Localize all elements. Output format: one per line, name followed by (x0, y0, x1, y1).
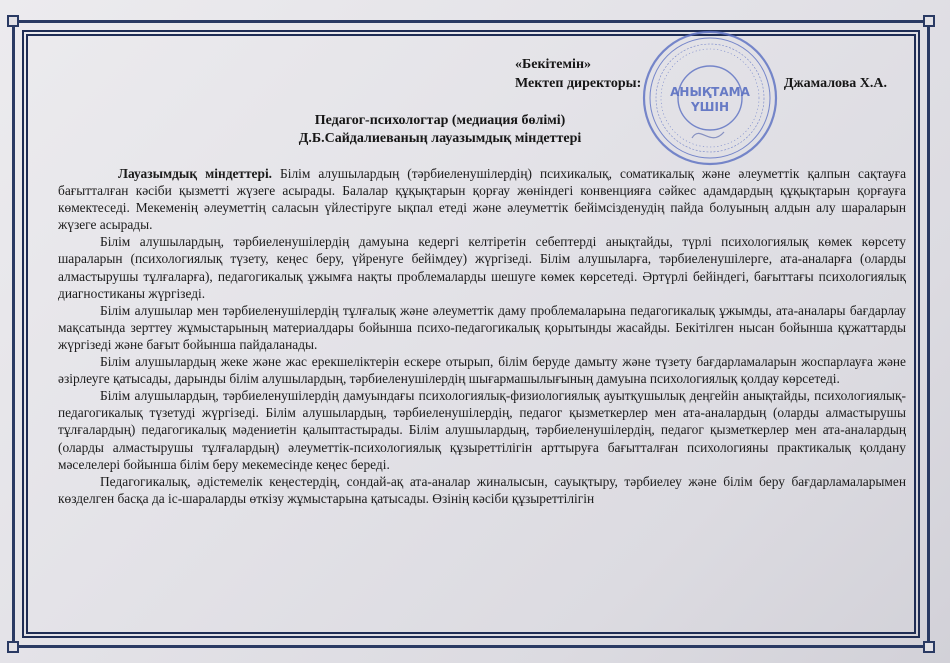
title-line-1: Педагог-психологтар (медиация бөлімі) (314, 113, 566, 128)
stamp-center-text-1: АНЫҚТАМА (670, 85, 750, 99)
paragraph: Білім алушылар мен тәрбиеленушілердің тұлғалық және әлеуметтік даму проблемаларына педагогикалық ұжымды, ата-аналары бағдарлау мақсатында зерттеу жұмыстарының материалдары бойынша психо-педагогикалық қорытынды жасайды. Бекітілген нысан бойынша құжаттарды жүргізеді және бағыт бойынша пайдаланады. (58, 302, 906, 352)
corner-ornament (923, 641, 935, 653)
director-label: Мектеп директоры: (515, 76, 642, 91)
corner-ornament (7, 641, 19, 653)
approval-label: «Бекітемін» (515, 57, 592, 72)
paragraph (58, 165, 906, 233)
paragraph: Білім алушылардың, тәрбиеленушілердің дамуына кедергі келтіретін себептерді анықтайды, түрлі психологиялық көмек көрсету шараларын (психологиялық түзету, кеңес беру, үйренуге бейімдеу) жүргізеді. Білім алушыларға, тәрбиеленушілерге, ата-аналарға (оларды алмастырушы тұлғаларға), педагогикалық ұжымға нақты проблемаларды шешуге көмек көрсетеді. Әртүрлі бейіндегі, бағыттағы психологиялық диагностиканы жүргізеді. (58, 234, 906, 301)
stamp-center-text-2: ҮШІН (690, 100, 730, 114)
title-line-2: Д.Б.Сайдалиеваның лауазымдық міндеттері (298, 131, 582, 146)
paragraph-lead: Лауазымдық міндеттері. (118, 166, 273, 181)
director-name: Джамалова Х.А. (783, 76, 887, 91)
corner-ornament (923, 15, 935, 27)
corner-ornament (7, 15, 19, 27)
paragraph-text: Білім алушылардың (тәрбиеленушілердің) психикалық, соматикалық және әлеуметтік қалпын сақтауға бағытталған кәсіби қызметті жүзеге асырады. Балалар құқықтарын қорғау жөніндегі конвенцияға сәйкес адамдардың құқықтарын қорғауға көмектеседі. Мекеменің әлеуметтің саласын үйлестіруге ықпал етеді және әлеуметтік бейімсізденудің пайда болуының алдын алу шараларын жүзеге асырады. (58, 166, 906, 233)
document-body (58, 165, 906, 635)
paragraph: Білім алушылардың жеке және жас ерекшеліктерін ескере отырып, білім беруде дамыту және түзету бағдарламаларын жоспарлауға және әзірлеуге қатысады, дарынды білім алушылардың, тәрбиеленушілердің шығармашылығының дамуына психологиялық қолдау көрсетеді. (58, 354, 906, 387)
paragraph: Білім алушылардың, тәрбиеленушілердің дамуындағы психологиялық-физиологиялық ауытқушылық деңгейін анықтайды, психологиялық-педагогикалық түзетуді жүргізеді. Білім алушылардың, тәрбиеленушілердің, педагог қызметкерлер мен ата-аналардың (оларды алмастырушы тұлғалардың) педагогикалық мәдениетін қалыптастырады. Білім алушылардың, тәрбиеленушілердің, педагог қызметкерлер мен ата-аналардың (оларды алмастырушы тұлғалардың) әлеуметтік-психологиялық құзыреттілігін арттыруға бағытталған психологияны практикалық қолдану мәселелері бойынша білім беру мекемесінде кеңес береді. (58, 388, 906, 472)
document-title (200, 112, 680, 148)
paragraph: Педагогикалық, әдістемелік кеңестердің, сондай-ақ ата-аналар жиналысын, сауықтыру, тәрбиелеу және білім беру бағдарламаларымен көзделген басқа да іс-шараларды өткізу жұмыстарына қатысады. Өзінің кәсіби құзыреттілігін (58, 473, 906, 506)
